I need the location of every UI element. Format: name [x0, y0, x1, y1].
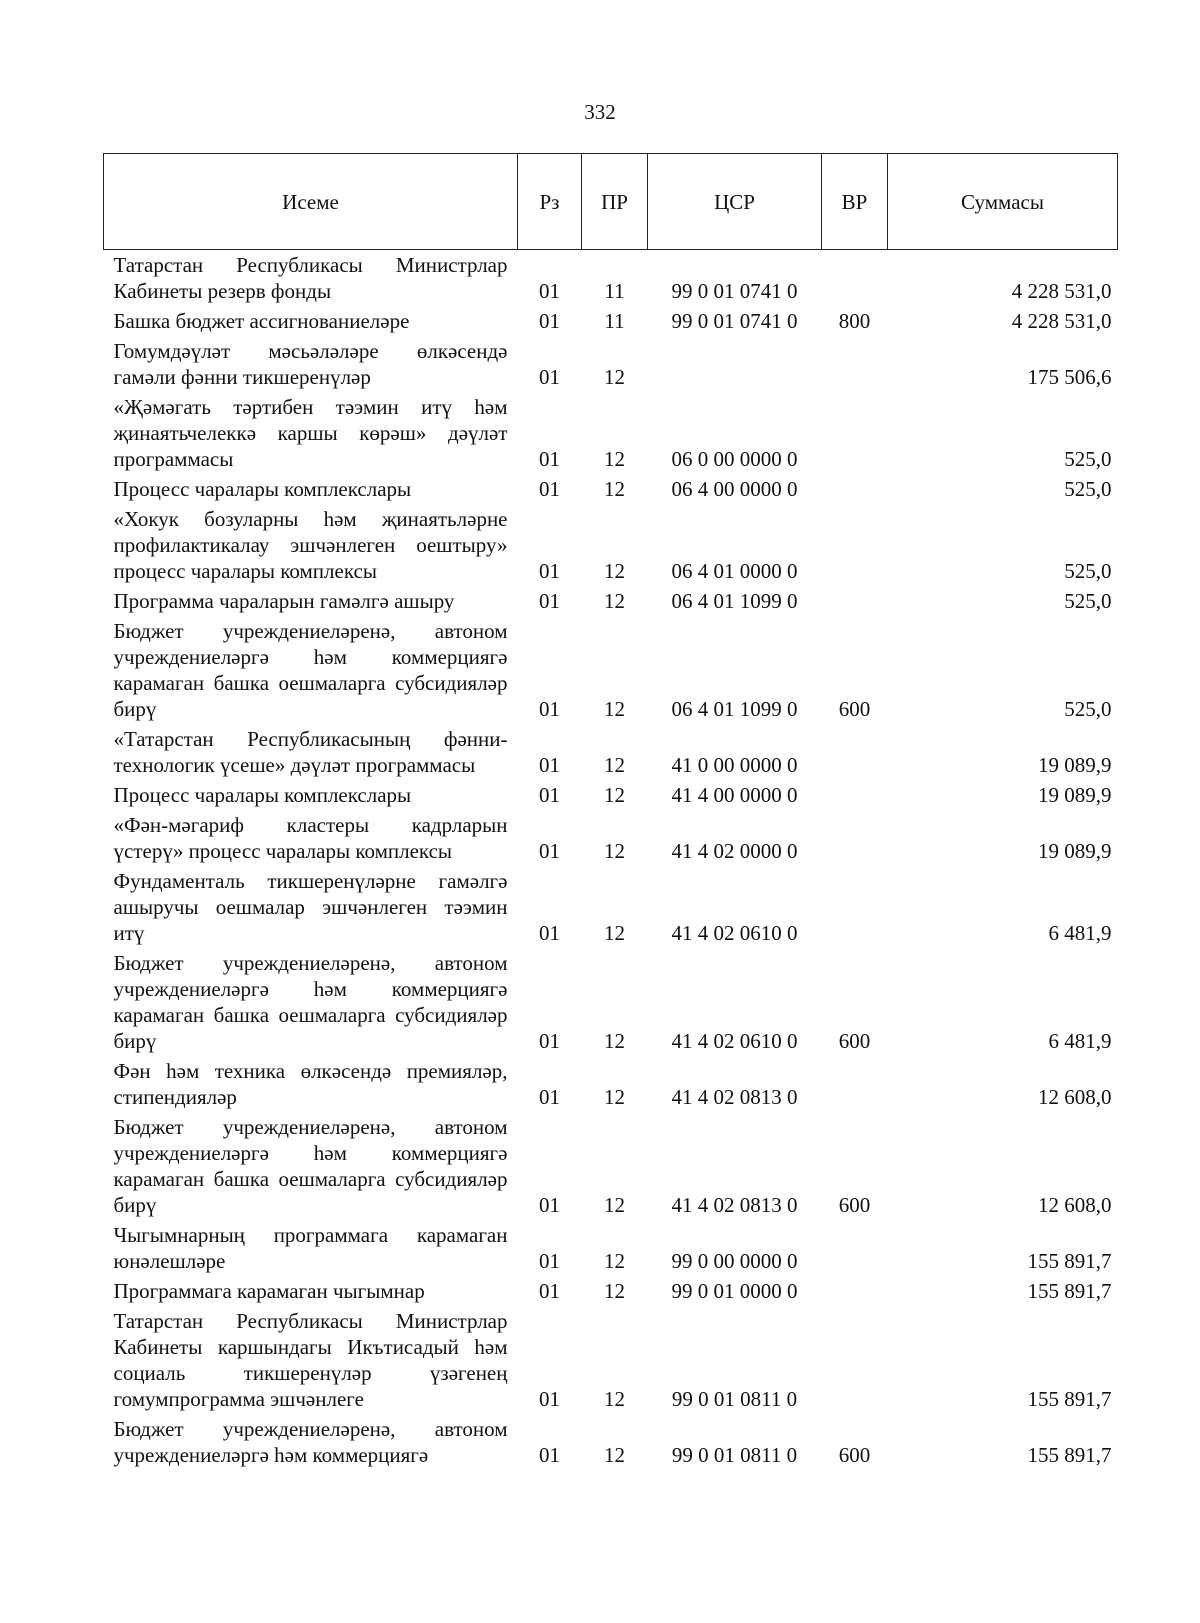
cell-vr — [822, 724, 888, 780]
table-row — [104, 336, 1118, 392]
table-row — [104, 586, 1118, 616]
row-name-text: «Фән-мәгариф кластеры кадрларын үстерү» процесс чаралары комплексы — [113, 813, 508, 863]
cell-csr: 99 0 01 0741 0 — [671, 309, 798, 333]
cell-pr: 12 — [604, 589, 625, 613]
cell-vr — [822, 392, 888, 474]
cell-vr: 600 — [838, 1029, 871, 1053]
table-row — [104, 616, 1118, 724]
cell-csr: 41 0 00 0000 0 — [671, 753, 798, 777]
cell-csr: 99 0 01 0000 0 — [671, 1279, 798, 1303]
cell-sum: 525,0 — [1064, 697, 1112, 721]
cell-rz: 01 — [539, 1279, 560, 1303]
cell-name — [104, 392, 518, 474]
row-name-text: Гомумдәүләт мәсьәләләре өлкәсендә гамәли фәнни тикшеренүләр — [113, 339, 508, 389]
table-row — [104, 392, 1118, 474]
row-name-text: Программага карамаган чыгымнар — [113, 1279, 425, 1303]
table-row — [104, 474, 1118, 504]
cell-rz: 01 — [539, 279, 560, 303]
cell-rz: 01 — [539, 309, 560, 333]
cell-pr: 12 — [604, 1029, 625, 1053]
header-csr: ЦСР — [648, 154, 822, 250]
table-row — [104, 504, 1118, 586]
cell-pr: 12 — [604, 365, 625, 389]
table-row — [104, 306, 1118, 336]
cell-name — [104, 724, 518, 780]
cell-sum: 155 891,7 — [1027, 1443, 1112, 1467]
cell-vr — [822, 1276, 888, 1306]
cell-csr: 06 4 01 1099 0 — [671, 697, 798, 721]
cell-rz: 01 — [539, 589, 560, 613]
row-name-text: Бюджет учреждениеләренә, автоном учреждениеләргә һәм коммерциягә карамаган башка оешмаларга субсидияләр бирү — [113, 1115, 508, 1217]
cell-name — [104, 780, 518, 810]
row-name-text: Чыгымнарның программага карамаган юнәлешләре — [113, 1223, 508, 1273]
row-name-text: Татарстан Республикасы Министрлар Кабинеты каршындагы Икътисадый һәм социаль тикшеренүләр үзәгенең гомумпрограмма эшчәнлеге — [113, 1309, 508, 1411]
cell-sum: 19 089,9 — [1038, 839, 1112, 863]
cell-pr: 12 — [604, 1443, 625, 1467]
cell-pr: 12 — [604, 1193, 625, 1217]
cell-vr — [822, 1306, 888, 1414]
cell-pr: 12 — [604, 559, 625, 583]
table-header-row — [104, 154, 1118, 250]
cell-csr: 99 0 00 0000 0 — [671, 1249, 798, 1273]
cell-vr — [822, 1056, 888, 1112]
table-row — [104, 1056, 1118, 1112]
cell-vr: 600 — [838, 1193, 871, 1217]
cell-pr: 12 — [604, 839, 625, 863]
cell-csr: 41 4 02 0813 0 — [671, 1085, 798, 1109]
cell-vr — [822, 1220, 888, 1276]
cell-rz: 01 — [539, 839, 560, 863]
cell-csr: 41 4 02 0813 0 — [671, 1193, 798, 1217]
table-row — [104, 948, 1118, 1056]
header-vr: ВР — [822, 154, 888, 250]
cell-sum: 155 891,7 — [1027, 1249, 1112, 1273]
cell-pr: 12 — [604, 1279, 625, 1303]
cell-name — [104, 616, 518, 724]
cell-sum: 19 089,9 — [1038, 783, 1112, 807]
cell-name — [104, 948, 518, 1056]
cell-name — [104, 586, 518, 616]
cell-name — [104, 504, 518, 586]
cell-vr — [822, 250, 888, 307]
cell-vr — [822, 474, 888, 504]
cell-name — [104, 1414, 518, 1470]
cell-pr: 12 — [604, 447, 625, 471]
cell-rz: 01 — [539, 1443, 560, 1467]
cell-name — [104, 474, 518, 504]
cell-sum: 525,0 — [1064, 559, 1112, 583]
row-name-text: Татарстан Республикасы Министрлар Кабинеты резерв фонды — [113, 253, 508, 303]
cell-pr: 12 — [604, 697, 625, 721]
table-row — [104, 1414, 1118, 1470]
table-row — [104, 866, 1118, 948]
table-row — [104, 1276, 1118, 1306]
cell-sum: 525,0 — [1064, 589, 1112, 613]
header-pr: ПР — [582, 154, 648, 250]
cell-name — [104, 1306, 518, 1414]
cell-csr: 06 4 00 0000 0 — [671, 477, 798, 501]
cell-sum: 155 891,7 — [1027, 1387, 1112, 1411]
cell-csr — [648, 336, 822, 392]
row-name-text: «Татарстан Республикасының фәнни-технологик үсеше» дәүләт программасы — [113, 727, 508, 777]
table-row — [104, 724, 1118, 780]
cell-name — [104, 306, 518, 336]
cell-name — [104, 336, 518, 392]
cell-rz: 01 — [539, 1085, 560, 1109]
cell-rz: 01 — [539, 753, 560, 777]
cell-rz: 01 — [539, 477, 560, 501]
row-name-text: Бюджет учреждениеләренә, автоном учреждениеләргә һәм коммерциягә — [113, 1417, 508, 1467]
cell-sum: 525,0 — [1064, 447, 1112, 471]
cell-rz: 01 — [539, 697, 560, 721]
cell-rz: 01 — [539, 783, 560, 807]
header-sum: Суммасы — [888, 154, 1118, 250]
table-row — [104, 810, 1118, 866]
cell-sum: 6 481,9 — [1048, 1029, 1112, 1053]
cell-rz: 01 — [539, 921, 560, 945]
cell-sum: 12 608,0 — [1038, 1085, 1112, 1109]
cell-csr: 06 4 01 0000 0 — [671, 559, 798, 583]
cell-vr — [822, 810, 888, 866]
cell-vr — [822, 586, 888, 616]
cell-csr: 41 4 00 0000 0 — [671, 783, 798, 807]
cell-csr: 99 0 01 0741 0 — [671, 279, 798, 303]
row-name-text: Бюджет учреждениеләренә, автоном учреждениеләргә һәм коммерциягә карамаган башка оешмаларга субсидияләр бирү — [113, 951, 508, 1053]
table-row — [104, 1306, 1118, 1414]
cell-rz: 01 — [539, 1193, 560, 1217]
page-number: 332 — [584, 100, 616, 124]
cell-sum: 4 228 531,0 — [1011, 279, 1112, 303]
cell-csr: 41 4 02 0610 0 — [671, 921, 798, 945]
cell-csr: 99 0 01 0811 0 — [671, 1387, 798, 1411]
row-name-text: «Җәмәгать тәртибен тәэмин итү һәм җинаятьчелеккә каршы көрәш» дәүләт программасы — [113, 395, 508, 471]
cell-csr: 99 0 01 0811 0 — [671, 1443, 798, 1467]
table-body — [104, 250, 1118, 1471]
cell-csr: 41 4 02 0610 0 — [671, 1029, 798, 1053]
cell-rz: 01 — [539, 447, 560, 471]
cell-pr: 12 — [604, 753, 625, 777]
row-name-text: Фән һәм техника өлкәсендә премияләр, стипендияләр — [113, 1059, 508, 1109]
cell-rz: 01 — [539, 1387, 560, 1411]
cell-sum: 19 089,9 — [1038, 753, 1112, 777]
table-row — [104, 250, 1118, 307]
table-row — [104, 1112, 1118, 1220]
cell-rz: 01 — [539, 365, 560, 389]
row-name-text: Процесс чаралары комплекслары — [113, 477, 412, 501]
cell-name — [104, 1112, 518, 1220]
cell-pr: 12 — [604, 1387, 625, 1411]
row-name-text: Башка бюджет ассигнованиеләре — [113, 309, 410, 333]
cell-sum: 4 228 531,0 — [1011, 309, 1112, 333]
cell-vr: 800 — [838, 309, 871, 333]
table-row — [104, 780, 1118, 810]
cell-csr: 06 4 01 1099 0 — [671, 589, 798, 613]
cell-pr: 11 — [604, 309, 625, 333]
budget-table — [103, 153, 1118, 1470]
row-name-text: Фундаменталь тикшеренүләрне гамәлгә ашыручы оешмалар эшчәнлеген тәэмин итү — [113, 869, 508, 945]
cell-csr: 06 0 00 0000 0 — [671, 447, 798, 471]
cell-sum: 525,0 — [1064, 477, 1112, 501]
cell-name — [104, 1056, 518, 1112]
cell-sum: 155 891,7 — [1027, 1279, 1112, 1303]
cell-name — [104, 866, 518, 948]
cell-pr: 12 — [604, 783, 625, 807]
cell-sum: 175 506,6 — [1027, 365, 1112, 389]
cell-vr — [822, 336, 888, 392]
table-row — [104, 1220, 1118, 1276]
header-rz: Рз — [518, 154, 582, 250]
cell-pr: 11 — [604, 279, 625, 303]
cell-name — [104, 810, 518, 866]
cell-name — [104, 1276, 518, 1306]
cell-csr: 41 4 02 0000 0 — [671, 839, 798, 863]
cell-vr: 600 — [838, 1443, 871, 1467]
cell-sum: 12 608,0 — [1038, 1193, 1112, 1217]
cell-rz: 01 — [539, 1249, 560, 1273]
cell-rz: 01 — [539, 1029, 560, 1053]
cell-name — [104, 1220, 518, 1276]
cell-pr: 12 — [604, 477, 625, 501]
cell-pr: 12 — [604, 921, 625, 945]
cell-pr: 12 — [604, 1249, 625, 1273]
cell-pr: 12 — [604, 1085, 625, 1109]
cell-vr — [822, 504, 888, 586]
cell-vr — [822, 780, 888, 810]
cell-sum: 6 481,9 — [1048, 921, 1112, 945]
cell-name — [104, 250, 518, 307]
row-name-text: Программа чараларын гамәлгә ашыру — [113, 589, 455, 613]
cell-vr — [822, 866, 888, 948]
row-name-text: Процесс чаралары комплекслары — [113, 783, 412, 807]
header-name: Исеме — [104, 154, 518, 250]
cell-rz: 01 — [539, 559, 560, 583]
cell-vr: 600 — [838, 697, 871, 721]
row-name-text: Бюджет учреждениеләренә, автоном учреждениеләргә һәм коммерциягә карамаган башка оешмаларга субсидияләр бирү — [113, 619, 508, 721]
row-name-text: «Хокук бозуларны һәм җинаятьләрне профилактикалау эшчәнлеген оештыру» процесс чаралары комплексы — [113, 507, 508, 583]
